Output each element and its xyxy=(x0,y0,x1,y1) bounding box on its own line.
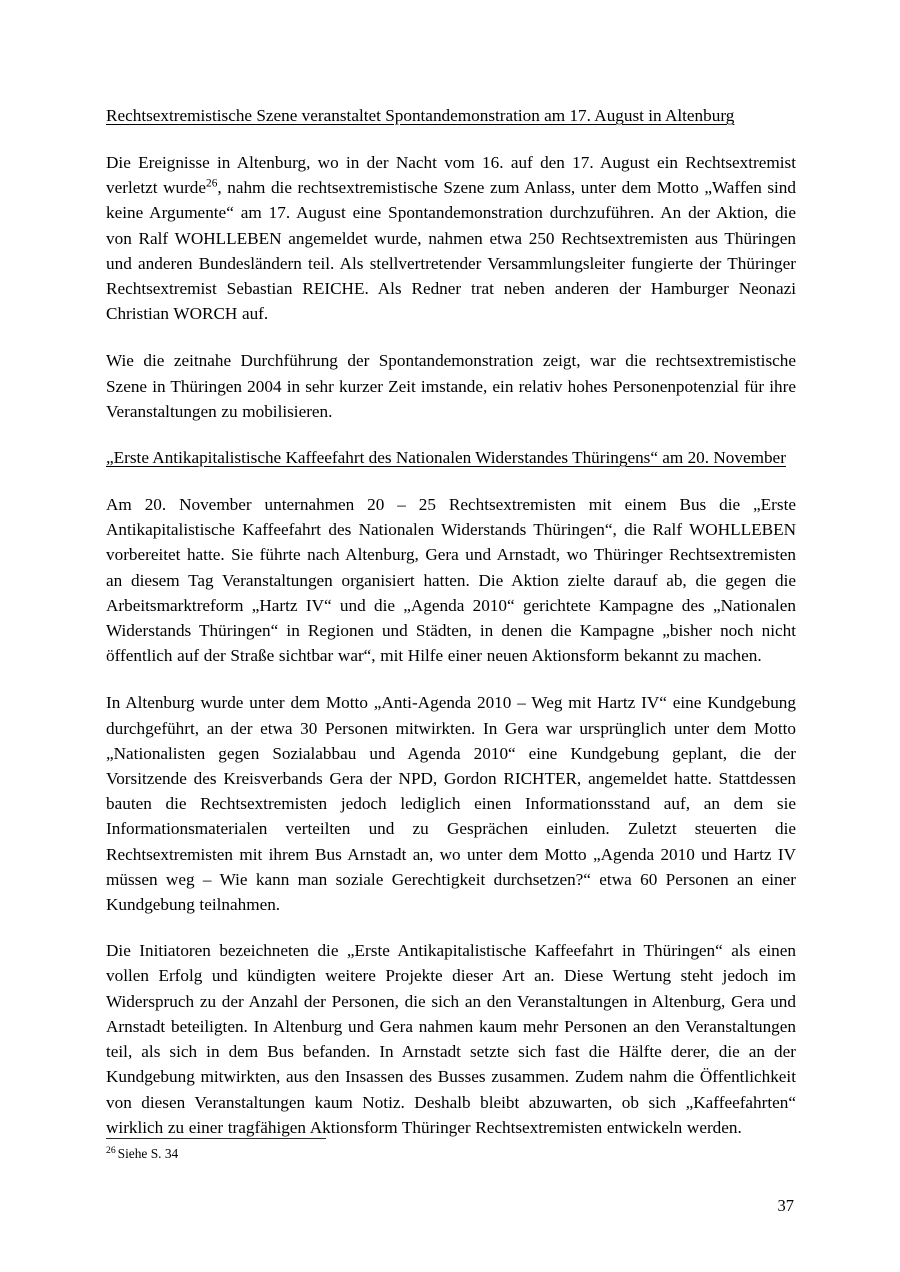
spacer xyxy=(106,470,796,492)
spacer xyxy=(106,128,796,150)
paragraph-zeitnahe-durchfuehrung: Wie die zeitnahe Durchführung der Spontandemonstration zeigt, war die rechtsextremistische Szene in Thüringen 2004 in sehr kurzer Zeit imstande, ein relativ hohes Personenpotenzial für ihre Veranstaltungen zu mobilisieren. xyxy=(106,351,796,421)
paragraph-bewertung-initiatoren: Die Initiatoren bezeichneten die „Erste Antikapitalistische Kaffeefahrt in Thüringen“ als einen vollen Erfolg und kündigten weitere Projekte dieser Art an. Diese Wertung steht jedoch im Widerspruch zu der Anzahl der Personen, die sich an den Veranstaltungen in Altenburg, Gera und Arnstadt beteiligten. In Altenburg und Gera nahmen kaum mehr Personen an den Veranstaltungen teil, als sich in dem Bus befanden. In Arnstadt setzte sich fast die Hälfte derer, die an der Kundgebung mitwirkten, aus den Insassen des Busses zusammen. Zudem nahm die Öffentlichkeit von diesen Veranstaltungen kaum Notiz. Deshalb bleibt abzuwarten, ob sich „Kaffeefahrten“ wirklich zu einer tragfähigen Aktionsform Thüringer Rechtsextremisten entwickeln werden. xyxy=(106,941,796,1137)
section-heading-kaffeefahrt-text: „Erste Antikapitalistische Kaffeefahrt des Nationalen Widerstandes Thüringens“ am 20. November xyxy=(106,448,786,468)
footnote-number: 26 xyxy=(106,1144,116,1156)
paragraph-kundgebungen-altenburg-gera-arnstadt: In Altenburg wurde unter dem Motto „Anti-Agenda 2010 – Weg mit Hartz IV“ eine Kundgebung durchgeführt, an der etwa 30 Personen mitwirkten. In Gera war ursprünglich unter dem Motto „Nationalisten gegen Sozialabbau und Agenda 2010“ eine Kundgebung geplant, die der Vorsitzende des Kreisverbands Gera der NPD, Gordon RICHTER, angemeldet hatte. Stattdessen bauten die Rechtsextremisten jedoch lediglich einen Informationsstand auf, an dem sie Informationsmaterialen verteilten und zu Gesprächen einluden. Zuletzt steuerten die Rechtsextremisten mit ihrem Bus Arnstadt an, wo unter dem Motto „Agenda 2010 und Hartz IV müssen weg – Wie kann man soziale Gerechtigkeit durchsetzen?“ etwa 60 Personen an einer Kundgebung teilnahmen. xyxy=(106,693,796,915)
footnote-separator-rule xyxy=(106,1138,326,1139)
footnote-26 xyxy=(106,1145,796,1162)
footnote-text: Siehe S. 34 xyxy=(117,1146,179,1161)
section-heading-spontandemonstration xyxy=(106,104,796,128)
paragraph-altenburg-ereignisse xyxy=(106,150,796,326)
spacer xyxy=(106,326,796,348)
spacer xyxy=(106,917,796,938)
paragraph-altenburg-ereignisse-part-b: , nahm die rechtsextremistische Szene zum Anlass, unter dem Motto „Waffen sind keine Argumente“ am 17. August eine Spontandemonstration durchzuführen. An der Aktion, die von Ralf WOHLLEBEN angemeldet wurde, nahmen etwa 250 Rechtsextremisten aus Thüringen und anderen Bundesländern teil. Als stellvertretender Versammlungsleiter fungierte der Thüringer Rechtsextremist Sebastian REICHE. Als Redner trat neben anderen der Hamburger Neonazi Christian WORCH auf. xyxy=(106,178,796,324)
section-heading-kaffeefahrt xyxy=(106,446,796,470)
footnote-reference-26[interactable]: 26 xyxy=(206,177,218,190)
paragraph-kaffeefahrt-ablauf: Am 20. November unternahmen 20 – 25 Rechtsextremisten mit einem Bus die „Erste Antikapitalistische Kaffeefahrt des Nationalen Widerstands Thüringen“, die Ralf WOHLLEBEN vorbereitet hatte. Sie führte nach Altenburg, Gera und Arnstadt, wo Thüringer Rechtsextremisten an diesem Tag Veranstaltungen organisiert hatten. Die Aktion zielte darauf ab, die gegen die Arbeitsmarktreform „Hartz IV“ und die „Agenda 2010“ gerichtete Kampagne des „Nationalen Widerstands Thüringen“ in Regionen und Städten, in denen die Kampagne „bisher noch nicht öffentlich auf der Straße sichtbar war“, mit Hilfe einer neuen Aktionsform bekannt zu machen. xyxy=(106,495,796,666)
spacer xyxy=(106,668,796,690)
page-body xyxy=(106,104,796,1140)
footnote-area xyxy=(106,1138,796,1162)
page-number: 37 xyxy=(777,1196,794,1215)
spacer xyxy=(106,424,796,446)
section-heading-spontandemonstration-text: Rechtsextremistische Szene veranstaltet Spontandemonstration am 17. August in Altenburg xyxy=(106,106,735,125)
paragraph-altenburg-ereignisse-part-a: Die Ereignisse in Altenburg, wo in der Nacht vom 16. auf den 17. August ein Rechtsextremist verletzt wurde xyxy=(106,153,796,198)
